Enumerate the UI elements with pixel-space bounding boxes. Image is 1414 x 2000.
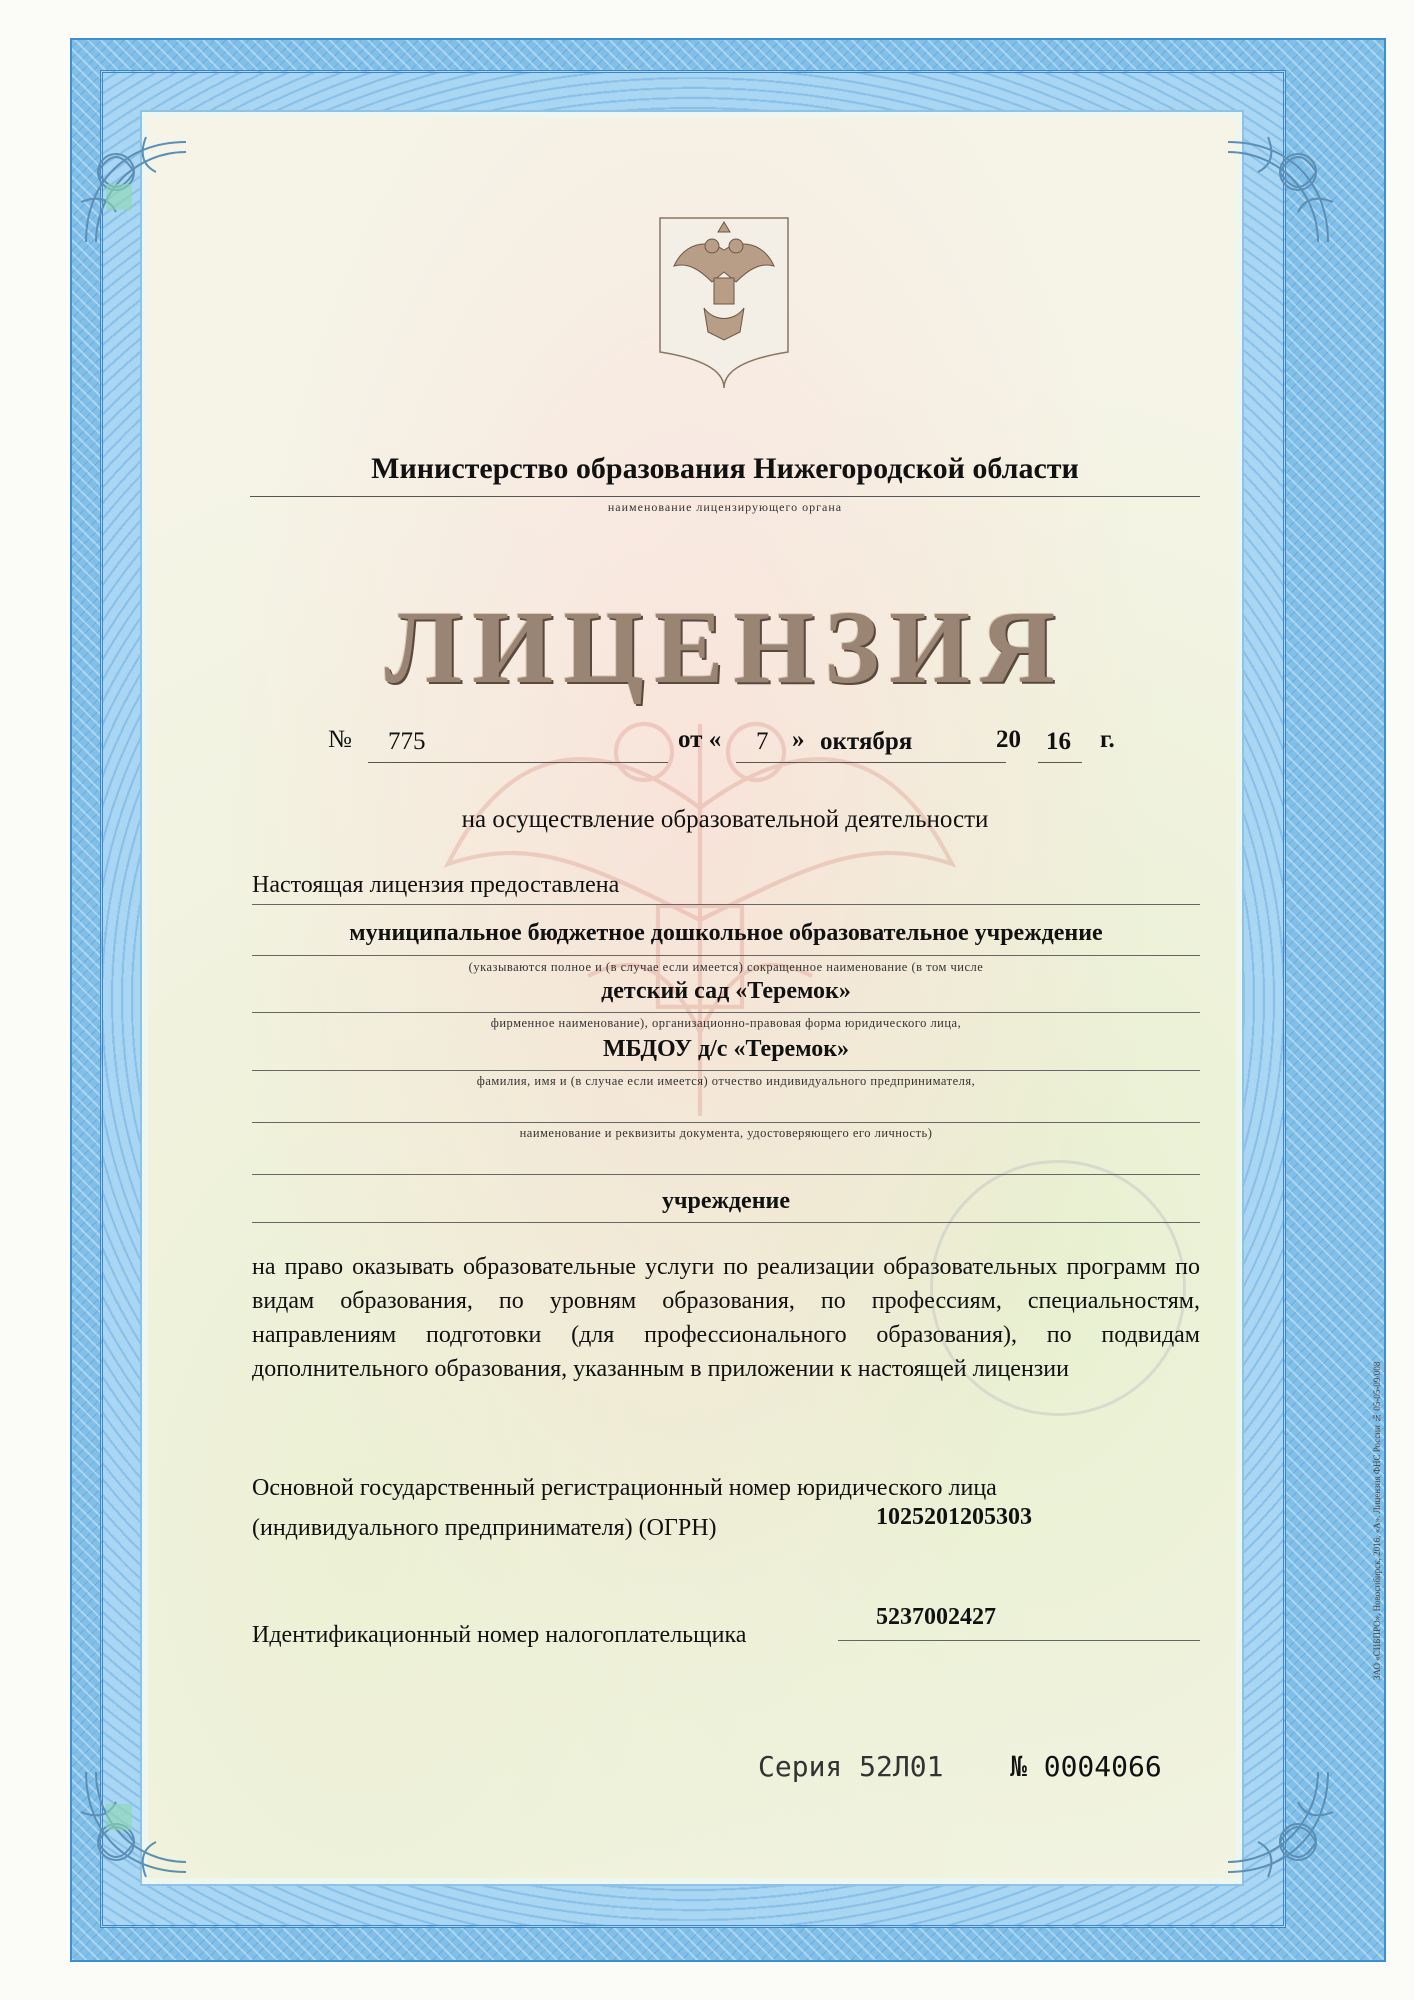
series-value: 52Л01 [859,1750,944,1783]
year-suffix: 16 [1046,728,1071,755]
year-prefix: 20 [996,726,1021,753]
authority-hint: наименование лицензирующего органа [607,500,843,514]
license-rights-text [252,1250,1200,1386]
printer-imprint: ЗАО «СИБПРО», Новосибирск, 2016, «А». Лицензия ФНС России № 05-05-09/008 [1372,1361,1382,1680]
number-underline [368,762,668,763]
series-label: Серия [758,1750,843,1783]
year-underline [1038,762,1082,763]
form-serial-number [1010,1750,1162,1783]
ogrn-value: 1025201205303 [876,1504,1032,1530]
organization-legal-form: учреждение [661,1188,791,1214]
serial-label: № [1010,1750,1027,1783]
form-series [758,1750,943,1783]
date-prefix: от « [678,726,722,753]
rights-paragraph: на право оказывать образовательные услуги по реализации образовательных программ по видам образования, по уровням образования, по профессиям, специальностям, направлениям подготовки (для профессионального образования), по подвидам дополнительного образования, указанным в приложении к настоящей лицензии [252,1254,1200,1382]
rule-line [252,1122,1200,1123]
date-mid: » [792,726,805,753]
authority-underline [250,496,1200,497]
corner-ornament-icon [76,132,196,252]
activity-type: на осуществление образовательной деятельности [461,806,989,833]
corner-ornament-icon [1218,1762,1338,1882]
inn-underline [838,1640,1200,1641]
rule-line [252,904,1200,905]
field-hint: наименование и реквизиты документа, удостоверяющего его личность) [519,1126,933,1140]
ogrn-label-line-1: Основной государственный регистрационный номер юридического лица [252,1475,997,1501]
year-unit: г. [1100,726,1115,753]
rule-line [252,955,1200,956]
inn-label: Идентификационный номер налогоплательщика [252,1622,747,1648]
date-day: 7 [756,728,769,755]
coat-of-arms-icon [654,212,794,392]
corner-ornament-icon [1218,132,1338,252]
ogrn-label [252,1468,1200,1548]
field-hint: фамилия, имя и (в случае если имеется) отчество индивидуального предпринимателя, [476,1074,976,1088]
rule-line [252,1174,1200,1175]
license-number: 775 [388,728,426,755]
rule-line [252,1070,1200,1071]
document-title: ЛИЦЕНЗИЯ [384,590,1066,705]
rule-line [252,1012,1200,1013]
licensing-authority: Министерство образования Нижегородской области [371,452,1079,485]
organization-short-name: МБДОУ д/с «Теремок» [602,1036,850,1062]
corner-ornament-icon [76,1762,196,1882]
granted-to-label: Настоящая лицензия предоставлена [252,872,620,898]
serial-value: 0004066 [1043,1750,1162,1783]
field-hint: (указываются полное и (в случае если имеется) сокращенное наименование (в том числе [468,960,984,974]
rule-line [252,1222,1200,1223]
date-month: октября [820,728,913,755]
ogrn-label-line-2: (индивидуального предпринимателя) (ОГРН) [252,1515,717,1541]
number-label: № [328,726,352,753]
date-underline [736,762,1006,763]
organization-full-name: муниципальное бюджетное дошкольное образовательное учреждение [349,920,1103,946]
organization-name-part: детский сад «Теремок» [601,978,851,1004]
inn-value: 5237002427 [876,1604,996,1630]
field-hint: фирменное наименование), организационно-правовая форма юридического лица, [490,1016,962,1030]
license-number-date-row [250,726,1200,766]
